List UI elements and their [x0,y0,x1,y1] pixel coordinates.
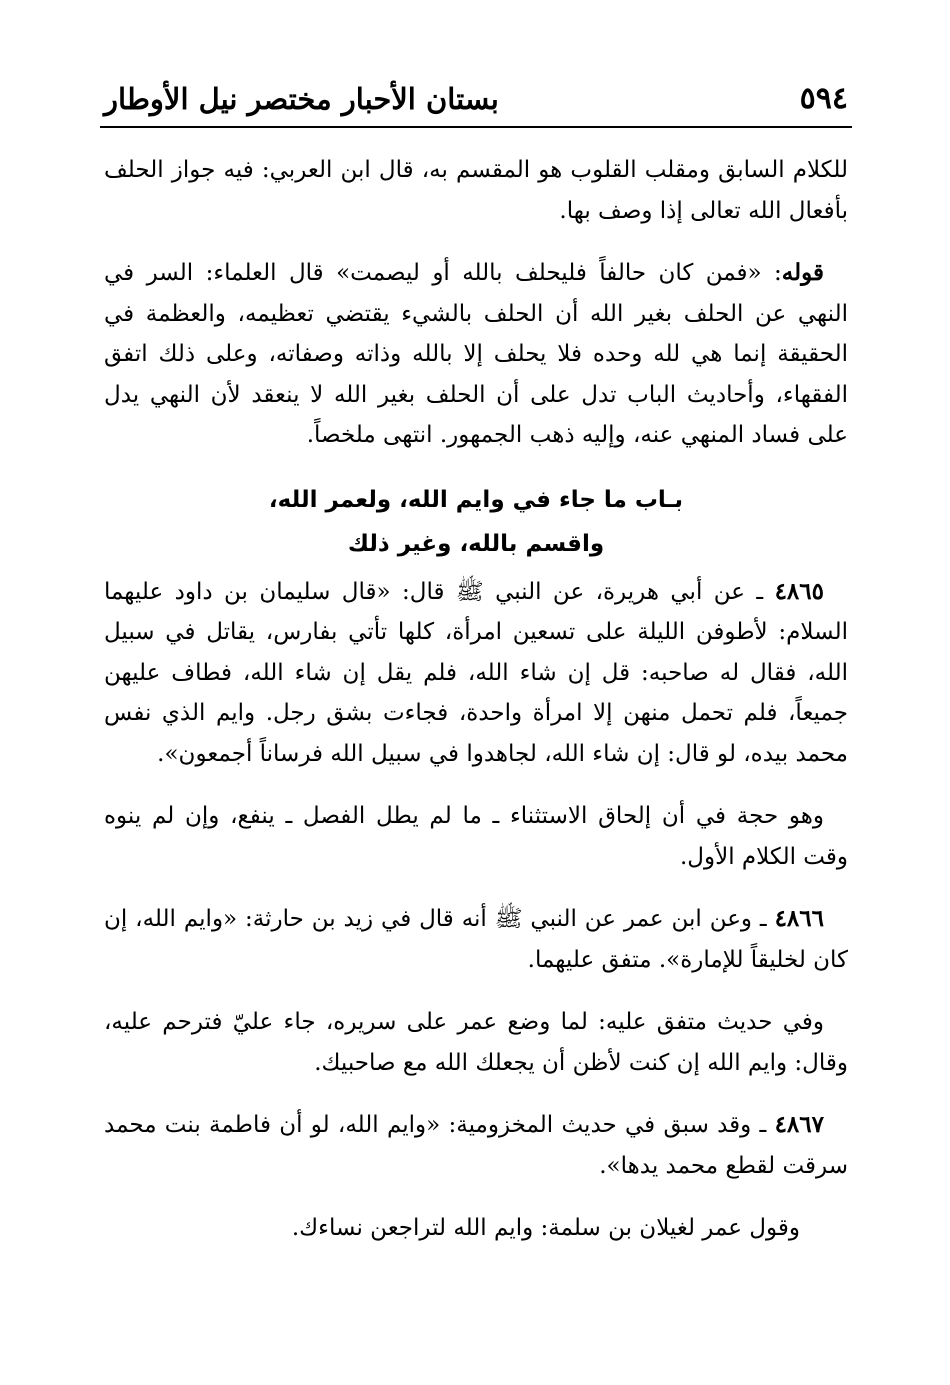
hadith-number: ٤٨٦٦ [774,905,824,932]
hadith-text: ـ عن أبي هريرة، عن النبي ﷺ قال: «قال سليمان بن داود عليهما السلام: لأطوفن الليلة على تسعين امرأة، كلها تأتي بفارس، يقاتل في سبيل الله، فقال له صاحبه: قل إن شاء الله، فلم يقل إن شاء الله، فطاف عليهن جميعاً، فلم تحمل منهن إلا امرأة واحدة، فجاءت بشق رجل. وايم الذي نفس محمد بيده، لو قال: إن شاء الله، لجاهدوا في سبيل الله فرساناً أجمعون». [104,578,848,767]
hadith [104,1105,848,1186]
hadith-text: ـ وقد سبق في حديث المخزومية: «وايم الله، لو أن فاطمة بنت محمد سرقت لقطع محمد يدها». [104,1112,848,1179]
header-rule [100,126,852,128]
commentary [104,796,848,877]
chapter-heading-line-1: بـاب ما جاء في وايم الله، ولعمر الله، [268,486,684,513]
commentary [104,1208,848,1249]
commentary-text: وقول عمر لغيلان بن سلمة: وايم الله لتراجعن نساءك. [291,1215,800,1241]
commentary [104,1002,848,1083]
paragraph-text: : «فمن كان حالفاً فليحلف بالله أو ليصمت» قال العلماء: السر في النهي عن الحلف بغير الله أن الحلف بالشيء يقتضي تعظيمه، والعظمة في الحقيقة إنما هي لله وحده فلا يحلف إلا بالله وذاته وصفاته، وعلى ذلك اتفق الفقهاء، وأحاديث الباب تدل على أن الحلف بغير الله لا ينعقد لأن النهي يدل على فساد المنهي عنه، وإليه ذهب الجمهور. انتهى ملخصاً. [104,260,848,448]
page-header [100,68,852,128]
hadith [104,899,848,980]
hadith [104,572,848,775]
hadith-number: ٤٨٦٧ [774,1111,824,1138]
paragraph-text: للكلام السابق ومقلب القلوب هو المقسم به، قال ابن العربي: فيه جواز الحلف بأفعال الله تعالى إذا وصف بها. [104,157,848,224]
commentary-text: وهو حجة في أن إلحاق الاستثناء ـ ما لم يطل الفصل ـ ينفع، وإن لم ينوه وقت الكلام الأول. [104,803,848,870]
chapter-heading-line-2: واقسم بالله، وغير ذلك [347,530,605,557]
paragraph-lead: قوله [781,259,824,286]
commentary-text: وفي حديث متفق عليه: لما وضع عمر على سريره، جاء عليّ فترحم عليه، وقال: وايم الله إن كنت لأظن أن يجعلك الله مع صاحبيك. [104,1009,848,1076]
page-number: ٥٩٤ [799,81,848,116]
page-body [104,150,848,1271]
chapter-heading [104,478,848,566]
running-title: بستان الأحبار مختصر نيل الأوطار [104,82,499,116]
hadith-text: ـ وعن ابن عمر عن النبي ﷺ أنه قال في زيد بن حارثة: «وايم الله، إن كان لخليقاً للإمارة». متفق عليهما. [104,906,848,973]
hadith-number: ٤٨٦٥ [774,577,824,605]
paragraph [104,150,848,231]
paragraph [104,253,848,456]
